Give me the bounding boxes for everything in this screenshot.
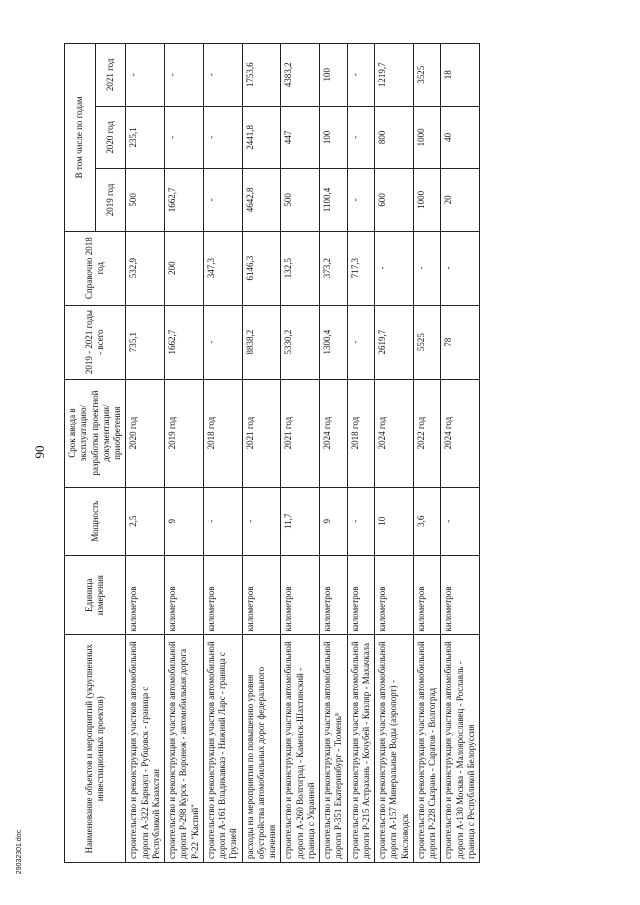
table-row bbox=[375, 44, 414, 863]
cell-ref: 532,9 bbox=[126, 231, 165, 305]
cell-y2019: - bbox=[203, 169, 242, 232]
header-capacity: Мощность bbox=[65, 487, 126, 555]
cell-y2020: 40 bbox=[441, 106, 480, 169]
cell-y2019: 1000 bbox=[413, 169, 441, 232]
cell-ref: 6146,3 bbox=[242, 231, 281, 305]
cell-total: - bbox=[347, 305, 375, 379]
cell-unit: километров bbox=[165, 555, 204, 635]
cell-y2021: 4383,2 bbox=[281, 44, 320, 107]
cell-capacity: 11,7 bbox=[281, 487, 320, 555]
cell-unit: километров bbox=[320, 555, 348, 635]
cell-y2019: 20 bbox=[441, 169, 480, 232]
cell-name: строительство и реконструкция участков автомобильной дороги А-322 Барнаул - Рубцовск - граница с Республикой Казахстан bbox=[126, 635, 165, 863]
cell-total: 8838,2 bbox=[242, 305, 281, 379]
cell-name: строительство и реконструкция участков автомобильной дороги А-161 Владикавказ - Нижний Ларс - граница с Грузией bbox=[203, 635, 242, 863]
cell-capacity: - bbox=[242, 487, 281, 555]
table-row bbox=[413, 44, 441, 863]
cell-unit: километров bbox=[126, 555, 165, 635]
cell-y2019: 600 bbox=[375, 169, 414, 232]
cell-y2020: 235,1 bbox=[126, 106, 165, 169]
header-2019: 2019 год bbox=[95, 169, 126, 232]
cell-total: 1300,4 bbox=[320, 305, 348, 379]
table-row bbox=[347, 44, 375, 863]
table-row bbox=[242, 44, 281, 863]
cell-unit: километров bbox=[413, 555, 441, 635]
cell-y2019: 1100,4 bbox=[320, 169, 348, 232]
cell-ref: 373,2 bbox=[320, 231, 348, 305]
header-term: Срок ввода в эксплуатацию/ разработки проектной документации/ приобретения bbox=[65, 379, 126, 487]
header-name: Наименование объектов и мероприятий (укрупненных инвестиционных проектов) bbox=[65, 635, 126, 863]
cell-name: строительство и реконструкция участков автомобильной дороги А-130 Москва - Малоярославец - Рославль - граница с Республикой Белоруссия bbox=[441, 635, 480, 863]
cell-ref: - bbox=[375, 231, 414, 305]
cell-y2021: - bbox=[165, 44, 204, 107]
cell-name: строительство и реконструкция участков автомобильной дороги Р-298 Курск - Воронеж - автомобильная дорога Р-22 "Каспий" bbox=[165, 635, 204, 863]
cell-total: 735,1 bbox=[126, 305, 165, 379]
cell-ref: - bbox=[413, 231, 441, 305]
cell-unit: километров bbox=[281, 555, 320, 635]
cell-unit: километров bbox=[203, 555, 242, 635]
cell-y2019: 500 bbox=[281, 169, 320, 232]
cell-capacity: 2,5 bbox=[126, 487, 165, 555]
cell-term: 2018 год bbox=[203, 379, 242, 487]
cell-capacity: - bbox=[441, 487, 480, 555]
cell-ref: 347,3 bbox=[203, 231, 242, 305]
cell-y2021: 100 bbox=[320, 44, 348, 107]
header-2021: 2021 год bbox=[95, 44, 126, 107]
cell-term: 2021 год bbox=[242, 379, 281, 487]
cell-ref: - bbox=[441, 231, 480, 305]
cell-y2021: - bbox=[347, 44, 375, 107]
header-ref: Справочно 2018 год bbox=[65, 231, 126, 305]
cell-term: 2022 год bbox=[413, 379, 441, 487]
cell-total: 5330,2 bbox=[281, 305, 320, 379]
cell-y2019: 1662,7 bbox=[165, 169, 204, 232]
cell-capacity: - bbox=[347, 487, 375, 555]
table-body bbox=[126, 44, 480, 863]
cell-y2020: 2441,8 bbox=[242, 106, 281, 169]
table-row bbox=[441, 44, 480, 863]
cell-y2020: - bbox=[203, 106, 242, 169]
cell-total: 5525 bbox=[413, 305, 441, 379]
cell-ref: 717,3 bbox=[347, 231, 375, 305]
cell-name: строительство и реконструкция участков автомобильной дороги Р-215 Астрахань - Кочубей - Кизляр - Махачкала bbox=[347, 635, 375, 863]
cell-term: 2024 год bbox=[441, 379, 480, 487]
cell-unit: километров bbox=[347, 555, 375, 635]
cell-y2021: 1219,7 bbox=[375, 44, 414, 107]
cell-name: строительство и реконструкция участков автомобильной дороги А-157 Минеральные Воды (аэропорт) - Кисловодск bbox=[375, 635, 414, 863]
cell-term: 2020 год bbox=[126, 379, 165, 487]
cell-capacity: 3,6 bbox=[413, 487, 441, 555]
header-2020: 2020 год bbox=[95, 106, 126, 169]
cell-total: 1662,7 bbox=[165, 305, 204, 379]
investment-table bbox=[64, 43, 480, 863]
cell-y2021: - bbox=[126, 44, 165, 107]
cell-total: 2619,7 bbox=[375, 305, 414, 379]
cell-ref: 132,5 bbox=[281, 231, 320, 305]
cell-y2020: 447 bbox=[281, 106, 320, 169]
cell-y2019: 4642,8 bbox=[242, 169, 281, 232]
cell-name: строительство и реконструкция участков автомобильной дороги Р-351 Екатеринбург - Тюмень⁸ bbox=[320, 635, 348, 863]
cell-y2020: 100 bbox=[320, 106, 348, 169]
cell-capacity: - bbox=[203, 487, 242, 555]
cell-unit: километров bbox=[242, 555, 281, 635]
cell-capacity: 9 bbox=[320, 487, 348, 555]
table-row bbox=[203, 44, 242, 863]
cell-term: 2021 год bbox=[281, 379, 320, 487]
cell-term: 2024 год bbox=[320, 379, 348, 487]
header-total: 2019 - 2021 годы - всего bbox=[65, 305, 126, 379]
cell-name: строительство и реконструкция участков автомобильной дороги А-260 Волгоград - Каменск-Шахтинский - граница с Украиной bbox=[281, 635, 320, 863]
cell-y2021: 1753,6 bbox=[242, 44, 281, 107]
cell-y2020: - bbox=[347, 106, 375, 169]
cell-capacity: 10 bbox=[375, 487, 414, 555]
cell-y2020: 1000 bbox=[413, 106, 441, 169]
cell-y2021: 18 bbox=[441, 44, 480, 107]
table-row bbox=[281, 44, 320, 863]
page-number: 90 bbox=[32, 445, 47, 459]
header-unit: Единица измерения bbox=[65, 555, 126, 635]
cell-y2021: 3525 bbox=[413, 44, 441, 107]
table-row bbox=[320, 44, 348, 863]
cell-ref: 200 bbox=[165, 231, 204, 305]
cell-y2020: 800 bbox=[375, 106, 414, 169]
cell-name: строительство и реконструкция участков автомобильной дороги Р-228 Сызрань - Саратов - Волгоград bbox=[413, 635, 441, 863]
cell-term: 2019 год bbox=[165, 379, 204, 487]
cell-y2020: - bbox=[165, 106, 204, 169]
cell-unit: километров bbox=[375, 555, 414, 635]
document-sheet bbox=[64, 43, 574, 863]
cell-total: - bbox=[203, 305, 242, 379]
cell-total: 78 bbox=[441, 305, 480, 379]
cell-y2019: 500 bbox=[126, 169, 165, 232]
header-years-group: В том числе по годам bbox=[65, 44, 96, 232]
cell-term: 2018 год bbox=[347, 379, 375, 487]
cell-capacity: 9 bbox=[165, 487, 204, 555]
cell-y2019: - bbox=[347, 169, 375, 232]
cell-y2021: - bbox=[203, 44, 242, 107]
cell-unit: километров bbox=[441, 555, 480, 635]
footer-code: 29032301.doc bbox=[16, 829, 23, 875]
table-row bbox=[165, 44, 204, 863]
table-row bbox=[126, 44, 165, 863]
cell-name: расходы на мероприятия по повышению уровня обустройства автомобильных дорог федерального значения bbox=[242, 635, 281, 863]
cell-term: 2024 год bbox=[375, 379, 414, 487]
